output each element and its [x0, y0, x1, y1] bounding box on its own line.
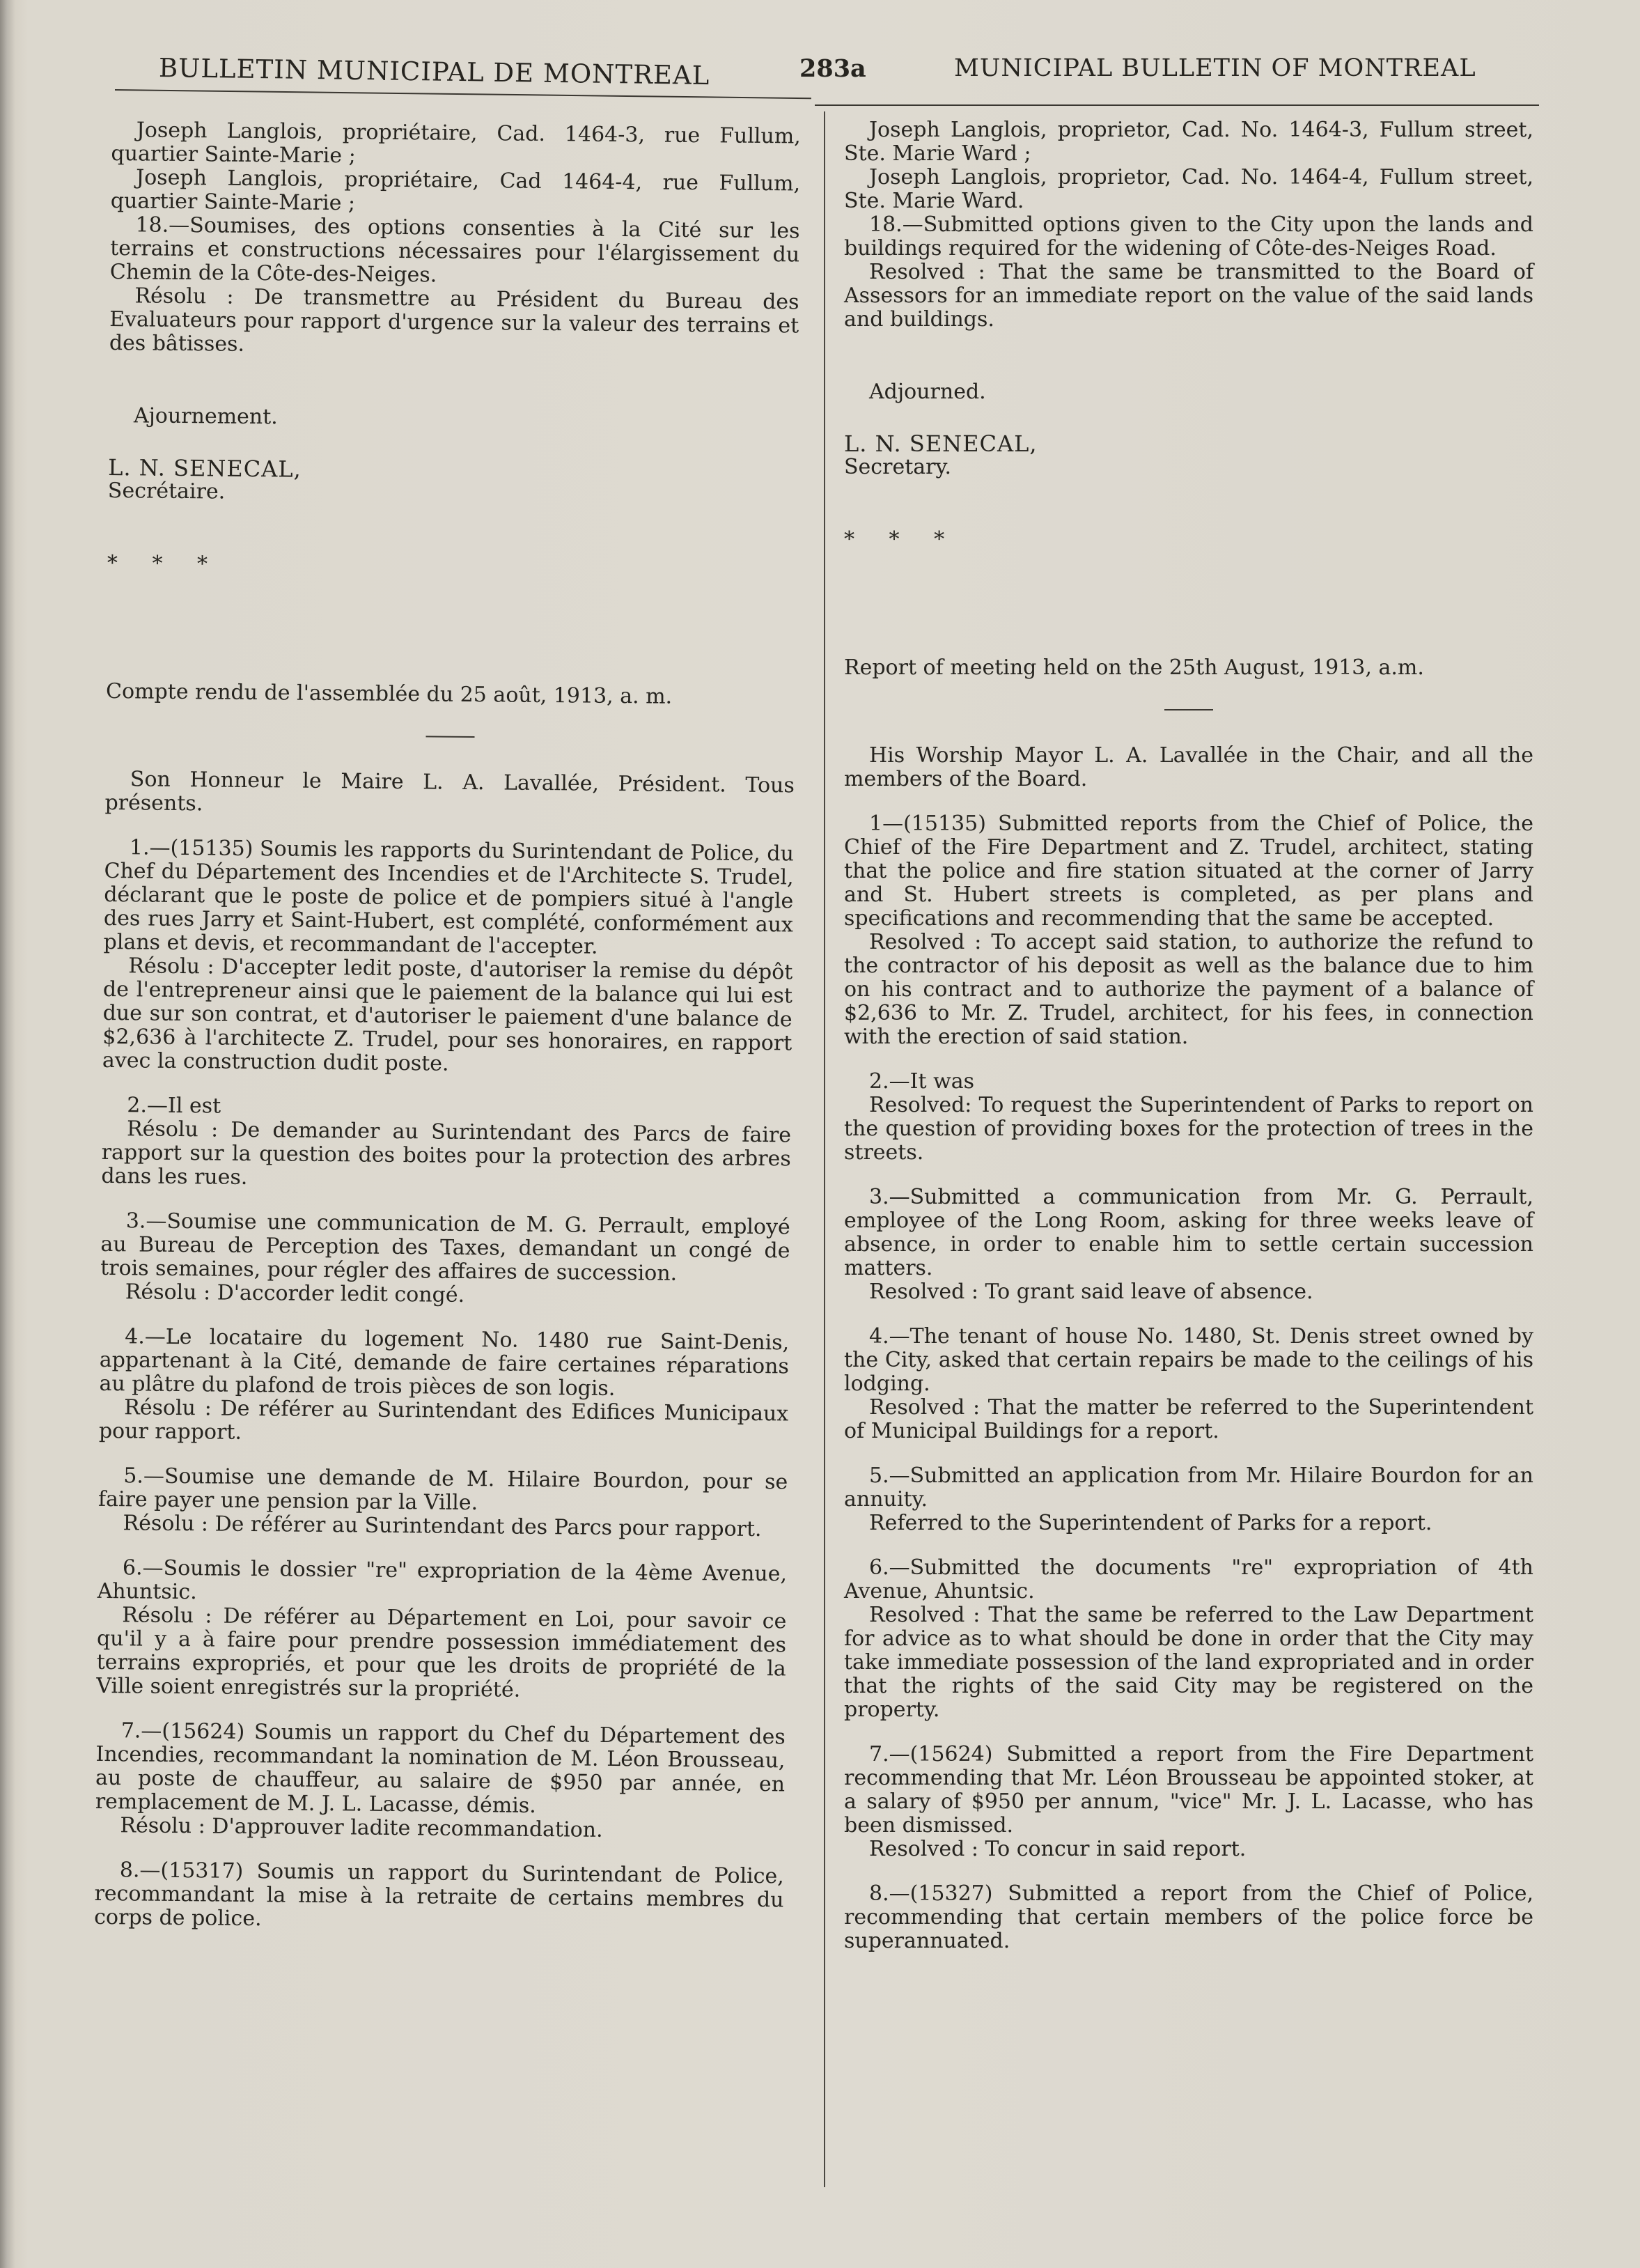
en-owner-1: Joseph Langlois, proprietor, Cad. No. 1464-3, Fullum street, Ste. Marie Ward ; — [844, 118, 1533, 166]
fr-adjournment: Ajournement. — [133, 403, 278, 430]
fr-item-4-resolution: Résolu : De référer au Surintendant des Edifices Municipaux pour rapport. — [98, 1395, 789, 1445]
fr-item-3-resolution: Résolu : D'accorder ledit congé. — [125, 1280, 465, 1307]
fr-item-2: 2.—Il est — [127, 1093, 221, 1119]
header-french-title: BULLETIN MUNICIPAL DE MONTREAL — [158, 53, 710, 91]
fr-report-title: Compte rendu de l'assemblée du 25 août, 1913, a. m. — [105, 678, 673, 709]
fr-item-5: 5.—Soumise une demande de M. Hilaire Bourdon, pour se faire payer une pension par la Ville. — [97, 1463, 788, 1516]
en-section-stars: * * * — [844, 527, 959, 552]
en-item-4-resolution: Resolved : That the matter be referred to the Superintendent of Municipal Buildings for a report. — [844, 1395, 1533, 1443]
en-owner-2: Joseph Langlois, proprietor, Cad. No. 1464-4, Fullum street, Ste. Marie Ward. — [844, 165, 1533, 213]
header-rule-right — [815, 104, 1539, 106]
fr-owner-1: Joseph Langlois, propriétaire, Cad. 1464-3, rue Fullum, quartier Sainte-Marie ; — [111, 118, 801, 169]
french-column — [94, 118, 801, 1936]
fr-section-stars: * * * — [107, 550, 222, 577]
fr-item-18: 18.—Soumises, des options consenties à la Cité sur les terrains et constructions nécessaires pour l'élargissement du Chemin de la Côte-des-Neiges. — [109, 212, 800, 288]
en-item-6: 6.—Submitted the documents "re" expropriation of 4th Avenue, Ahuntsic. — [844, 1555, 1533, 1603]
fr-item-1: 1.—(15135) Soumis les rapports du Surintendant de Police, du Chef du Département des Incendies et de l'Architecte S. Trudel, déclarant que le poste de police et de pompiers situé à l'angle des rues Jarry et Saint-Hubert, est complété, conformément aux plans et devis, et recommandant de l'accepter. — [103, 835, 795, 959]
fr-item-3: 3.—Soumise une communication de M. G. Perrault, employé au Bureau de Perception des Taxes, demandant un congé de trois semaines, pour régler des affaires de succession. — [100, 1209, 790, 1286]
page-header — [0, 46, 1640, 102]
en-attendance: His Worship Mayor L. A. Lavallée in the Chair, and all the members of the Board. — [844, 743, 1533, 791]
en-item-4: 4.—The tenant of house No. 1480, St. Denis street owned by the City, asked that certain repairs be made to the ceilings of his lodging. — [844, 1324, 1533, 1396]
en-item-3: 3.—Submitted a communication from Mr. G. Perrault, employee of the Long Room, asking for three weeks leave of absence, in order to enable him to settle certain succession matters. — [844, 1185, 1533, 1280]
en-item-5-resolution: Referred to the Superintendent of Parks for a report. — [869, 1511, 1432, 1535]
en-item-7-resolution: Resolved : To concur in said report. — [869, 1837, 1247, 1861]
english-column — [844, 118, 1533, 1953]
fr-owner-2: Joseph Langlois, propriétaire, Cad 1464-4, rue Fullum, quartier Sainte-Marie ; — [110, 165, 801, 216]
en-item-2-resolution: Resolved: To request the Superintendent of Parks to report on the question of providing boxes for the protection of trees in the streets. — [844, 1093, 1533, 1165]
en-item-1: 1—(15135) Submitted reports from the Chief of Police, the Chief of the Fire Department and Z. Trudel, architect, stating that the police and fire station situated at the corner of Jarry and St. Hubert streets is completed, as per plans and specifications and recommending that the same be accepted. — [844, 811, 1533, 931]
fr-item-5-resolution: Résolu : De référer au Surintendant des Parcs pour rapport. — [123, 1511, 762, 1542]
fr-item-7-resolution: Résolu : D'approuver ladite recommandation. — [120, 1813, 603, 1842]
en-item-2: 2.—It was — [869, 1069, 975, 1094]
fr-item-6-resolution: Résolu : De référer au Département en Loi, pour savoir ce qu'il y a à faire pour prendre possession immédiatement des terrains expropriés, et pour que les droits de propriété de la Ville soient enregistrés sur la propriété. — [96, 1603, 787, 1702]
fr-item-6: 6.—Soumis le dossier "re" expropriation de la 4ème Avenue, Ahuntsic. — [97, 1555, 788, 1605]
fr-signature-name: L. N. SENECAL, — [108, 453, 302, 483]
fr-item-4: 4.—Le locataire du logement No. 1480 rue Saint-Denis, appartenant à la Cité, demande de faire certaines réparations au plâtre du plafond de trois pièces de son logis. — [99, 1324, 790, 1401]
en-item-7: 7.—(15624) Submitted a report from the Fire Department recommending that Mr. Léon Brousseau be appointed stoker, at a salary of $950 per annum, "vice" Mr. J. L. Lacasse, who has been dismissed. — [844, 1742, 1533, 1838]
en-item-18-resolution: Resolved : That the same be transmitted to the Board of Assessors for an immediate report on the value of the said lands and buildings. — [844, 260, 1533, 332]
en-item-1-resolution: Resolved : To accept said station, to authorize the refund to the contractor of his deposit as well as the balance due to him on his contract and to authorize the payment of a balance of $2,636 to Mr. Z. Trudel, architect, for his fees, in connection with the erection of said station. — [844, 930, 1533, 1049]
en-item-18: 18.—Submitted options given to the City upon the lands and buildings required for the widening of Côte-des-Neiges Road. — [844, 212, 1533, 261]
page-number: 283a — [799, 54, 866, 83]
en-short-rule — [1164, 709, 1213, 710]
fr-item-2-resolution: Résolu : De demander au Surintendant des Parcs de faire rapport sur la question des boites pour la protection des arbres dans les rues. — [101, 1117, 792, 1190]
en-item-5: 5.—Submitted an application from Mr. Hilaire Bourdon for an annuity. — [844, 1463, 1533, 1512]
fr-item-1-resolution: Résolu : D'accepter ledit poste, d'autoriser la remise du dépôt de l'entrepreneur ainsi que le paiement de la balance qui lui est due sur son contrat, et d'autoriser le paiement d'une balance de $2,636 à l'architecte Z. Trudel, pour ses honoraires, en rapport avec la construction dudit poste. — [102, 954, 793, 1076]
fr-signature-title: Secrétaire. — [107, 478, 226, 504]
en-adjournment: Adjourned. — [869, 380, 986, 404]
header-english-title: MUNICIPAL BULLETIN OF MONTREAL — [954, 54, 1476, 82]
fr-attendance: Son Honneur le Maire L. A. Lavallée, Président. Tous présents. — [104, 767, 795, 816]
fr-item-7: 7.—(15624) Soumis un rapport du Chef du Département des Incendies, recommandant la nomination de M. Léon Brousseau, au poste de chauffeur, au salaire de $950 par année, en remplacement de M. J. L. Lacasse, démis. — [95, 1718, 786, 1818]
fr-item-18-resolution: Résolu : De transmettre au Président du Bureau des Evaluateurs pour rapport d'urgence sur la valeur des terrains et des bâtisses. — [109, 284, 799, 357]
en-item-3-resolution: Resolved : To grant said leave of absence. — [869, 1280, 1313, 1304]
en-signature-name: L. N. SENECAL, — [844, 430, 1038, 457]
en-report-title: Report of meeting held on the 25th August, 1913, a.m. — [844, 655, 1424, 680]
en-item-6-resolution: Resolved : That the same be referred to the Law Department for advice as to what should be done in order that the City may take immediate possession of the land expropriated and in order that the rights of the said City may be registered on the property. — [844, 1603, 1533, 1722]
fr-item-8: 8.—(15317) Soumis un rapport du Surintendant de Police, recommandant la mise à la retraite de certains membres du corps de police. — [94, 1858, 784, 1932]
fr-short-rule — [425, 736, 474, 738]
en-signature-title: Secretary. — [844, 455, 951, 479]
column-divider — [824, 111, 825, 2187]
en-item-8: 8.—(15327) Submitted a report from the Chief of Police, recommending that certain members of the police force be superannuated. — [844, 1881, 1533, 1953]
